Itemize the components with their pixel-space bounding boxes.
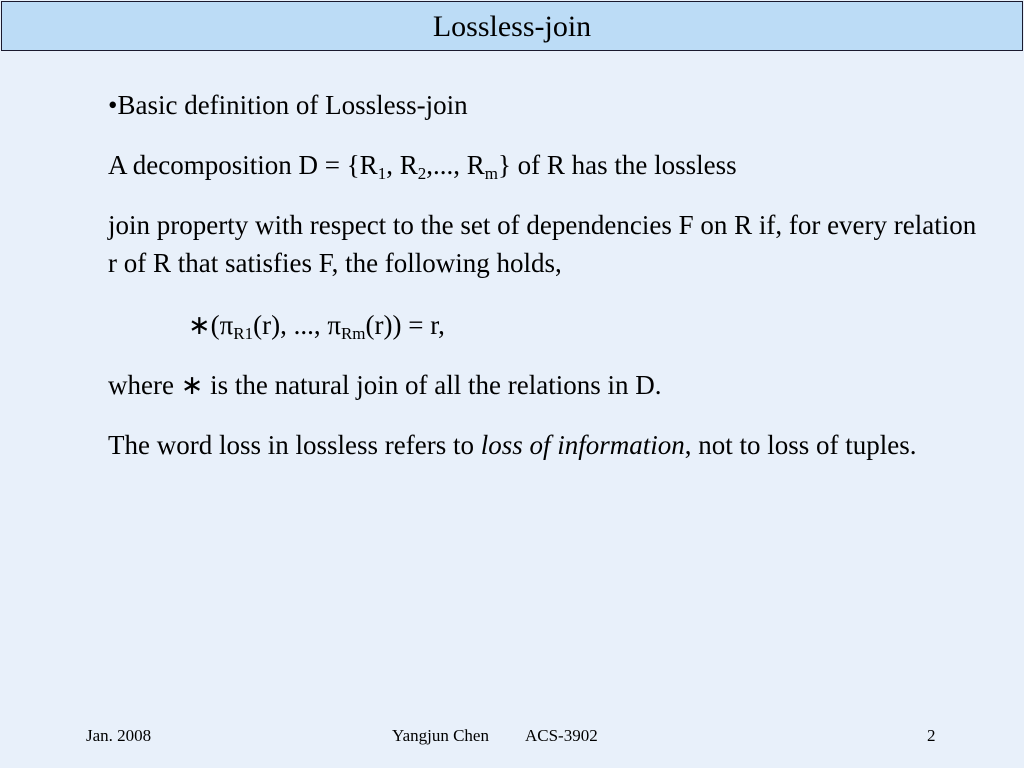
slide-body [108,86,988,488]
subscript-1: 1 [377,164,387,183]
definition-mid-2: ,..., R [426,150,485,180]
bullet-heading: •Basic definition of Lossless-join [108,90,468,120]
loss-note-prefix: The word loss in lossless refers to [108,430,481,460]
footer-author-course [392,726,598,746]
loss-note-paragraph [108,426,988,464]
footer-date: Jan. 2008 [86,726,152,745]
definition-suffix: } of R has the lossless [497,150,737,180]
where-line: where ∗ is the natural join of all the relations in D. [108,370,662,400]
formula-part-1: ∗(π [188,310,234,340]
definition-prefix: A decomposition D = {R [108,150,378,180]
join-formula [108,306,988,344]
subscript-m: m [484,164,498,183]
page-number: 2 [927,726,936,745]
formula-subscript-r1: R1 [233,324,254,343]
definition-line [108,146,988,184]
definition-mid-1: , R [386,150,418,180]
slide-title: Lossless-join [1,1,1023,51]
footer-course: ACS-3902 [524,726,598,745]
loss-note-suffix: , not to loss of tuples. [684,430,917,460]
footer-author: Yangjun Chen [392,726,489,745]
formula-part-3: (r)) = r, [365,310,445,340]
formula-part-2: (r), ..., π [253,310,341,340]
loss-note-emphasis: loss of information [480,430,685,460]
subscript-2: 2 [417,164,427,183]
formula-subscript-rm: Rm [340,324,366,343]
property-paragraph: join property with respect to the set of dependencies F on R if, for every relation r of R that satisfies F, the following holds, [108,210,977,278]
